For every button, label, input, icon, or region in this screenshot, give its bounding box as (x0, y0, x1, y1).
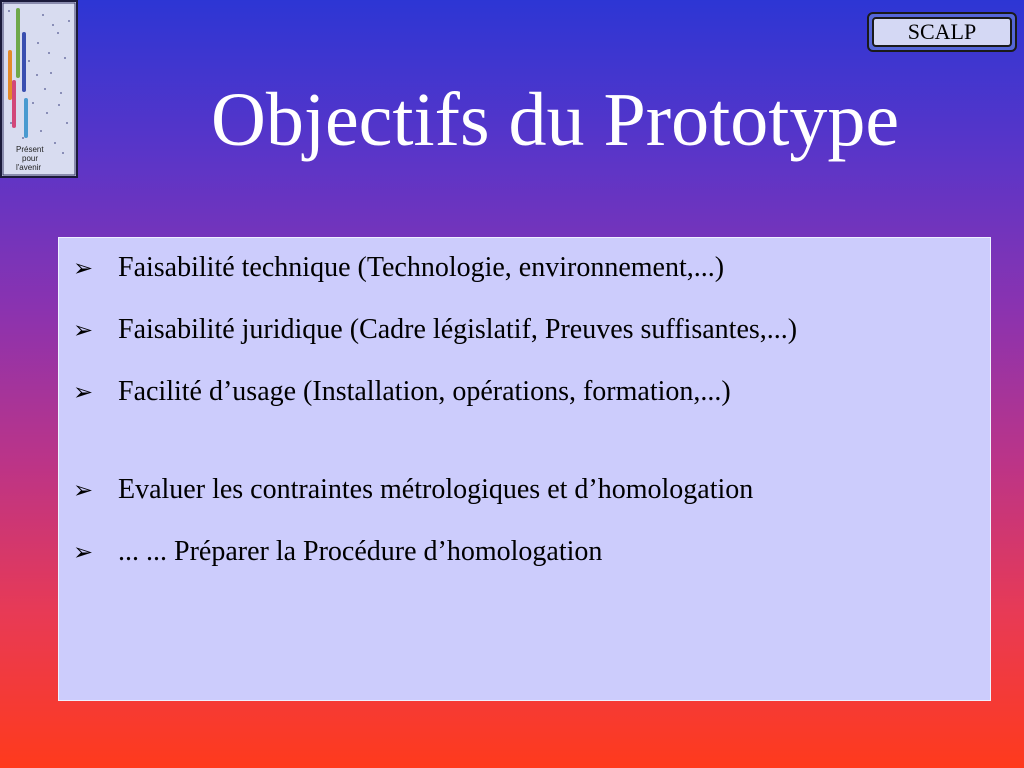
logo-graphic (2, 2, 76, 176)
arrow-bullet-icon: ➢ (73, 254, 94, 282)
content-box (58, 237, 991, 701)
logo (0, 0, 78, 178)
bullet-item (73, 472, 980, 508)
bullet-text: Facilité d’usage (Installation, opérations, formation,...) (118, 376, 731, 407)
slide-title: Objectifs du Prototype (210, 78, 900, 162)
arrow-bullet-icon: ➢ (73, 316, 94, 344)
bullet-text: Faisabilité technique (Technologie, environnement,...) (118, 252, 725, 283)
bullet-item (73, 374, 980, 410)
bullet-text: Faisabilité juridique (Cadre législatif, Preuves suffisantes,...) (118, 314, 798, 345)
bullet-item (73, 250, 980, 286)
bullet-item (73, 312, 980, 348)
bullet-item (73, 534, 980, 570)
arrow-bullet-icon: ➢ (73, 378, 94, 406)
arrow-bullet-icon: ➢ (73, 476, 94, 504)
svg-text:l'avenir: l'avenir (16, 163, 42, 172)
bullet-text: Evaluer les contraintes métrologiques et d’homologation (118, 474, 754, 505)
scalp-badge (867, 12, 1017, 52)
svg-text:pour: pour (22, 154, 39, 163)
scalp-badge-label: SCALP (872, 17, 1012, 47)
logo-text: Présent (16, 145, 44, 154)
arrow-bullet-icon: ➢ (73, 538, 94, 566)
bullet-text: ... ... Préparer la Procédure d’homologation (118, 536, 603, 567)
bullet-list (73, 250, 980, 596)
